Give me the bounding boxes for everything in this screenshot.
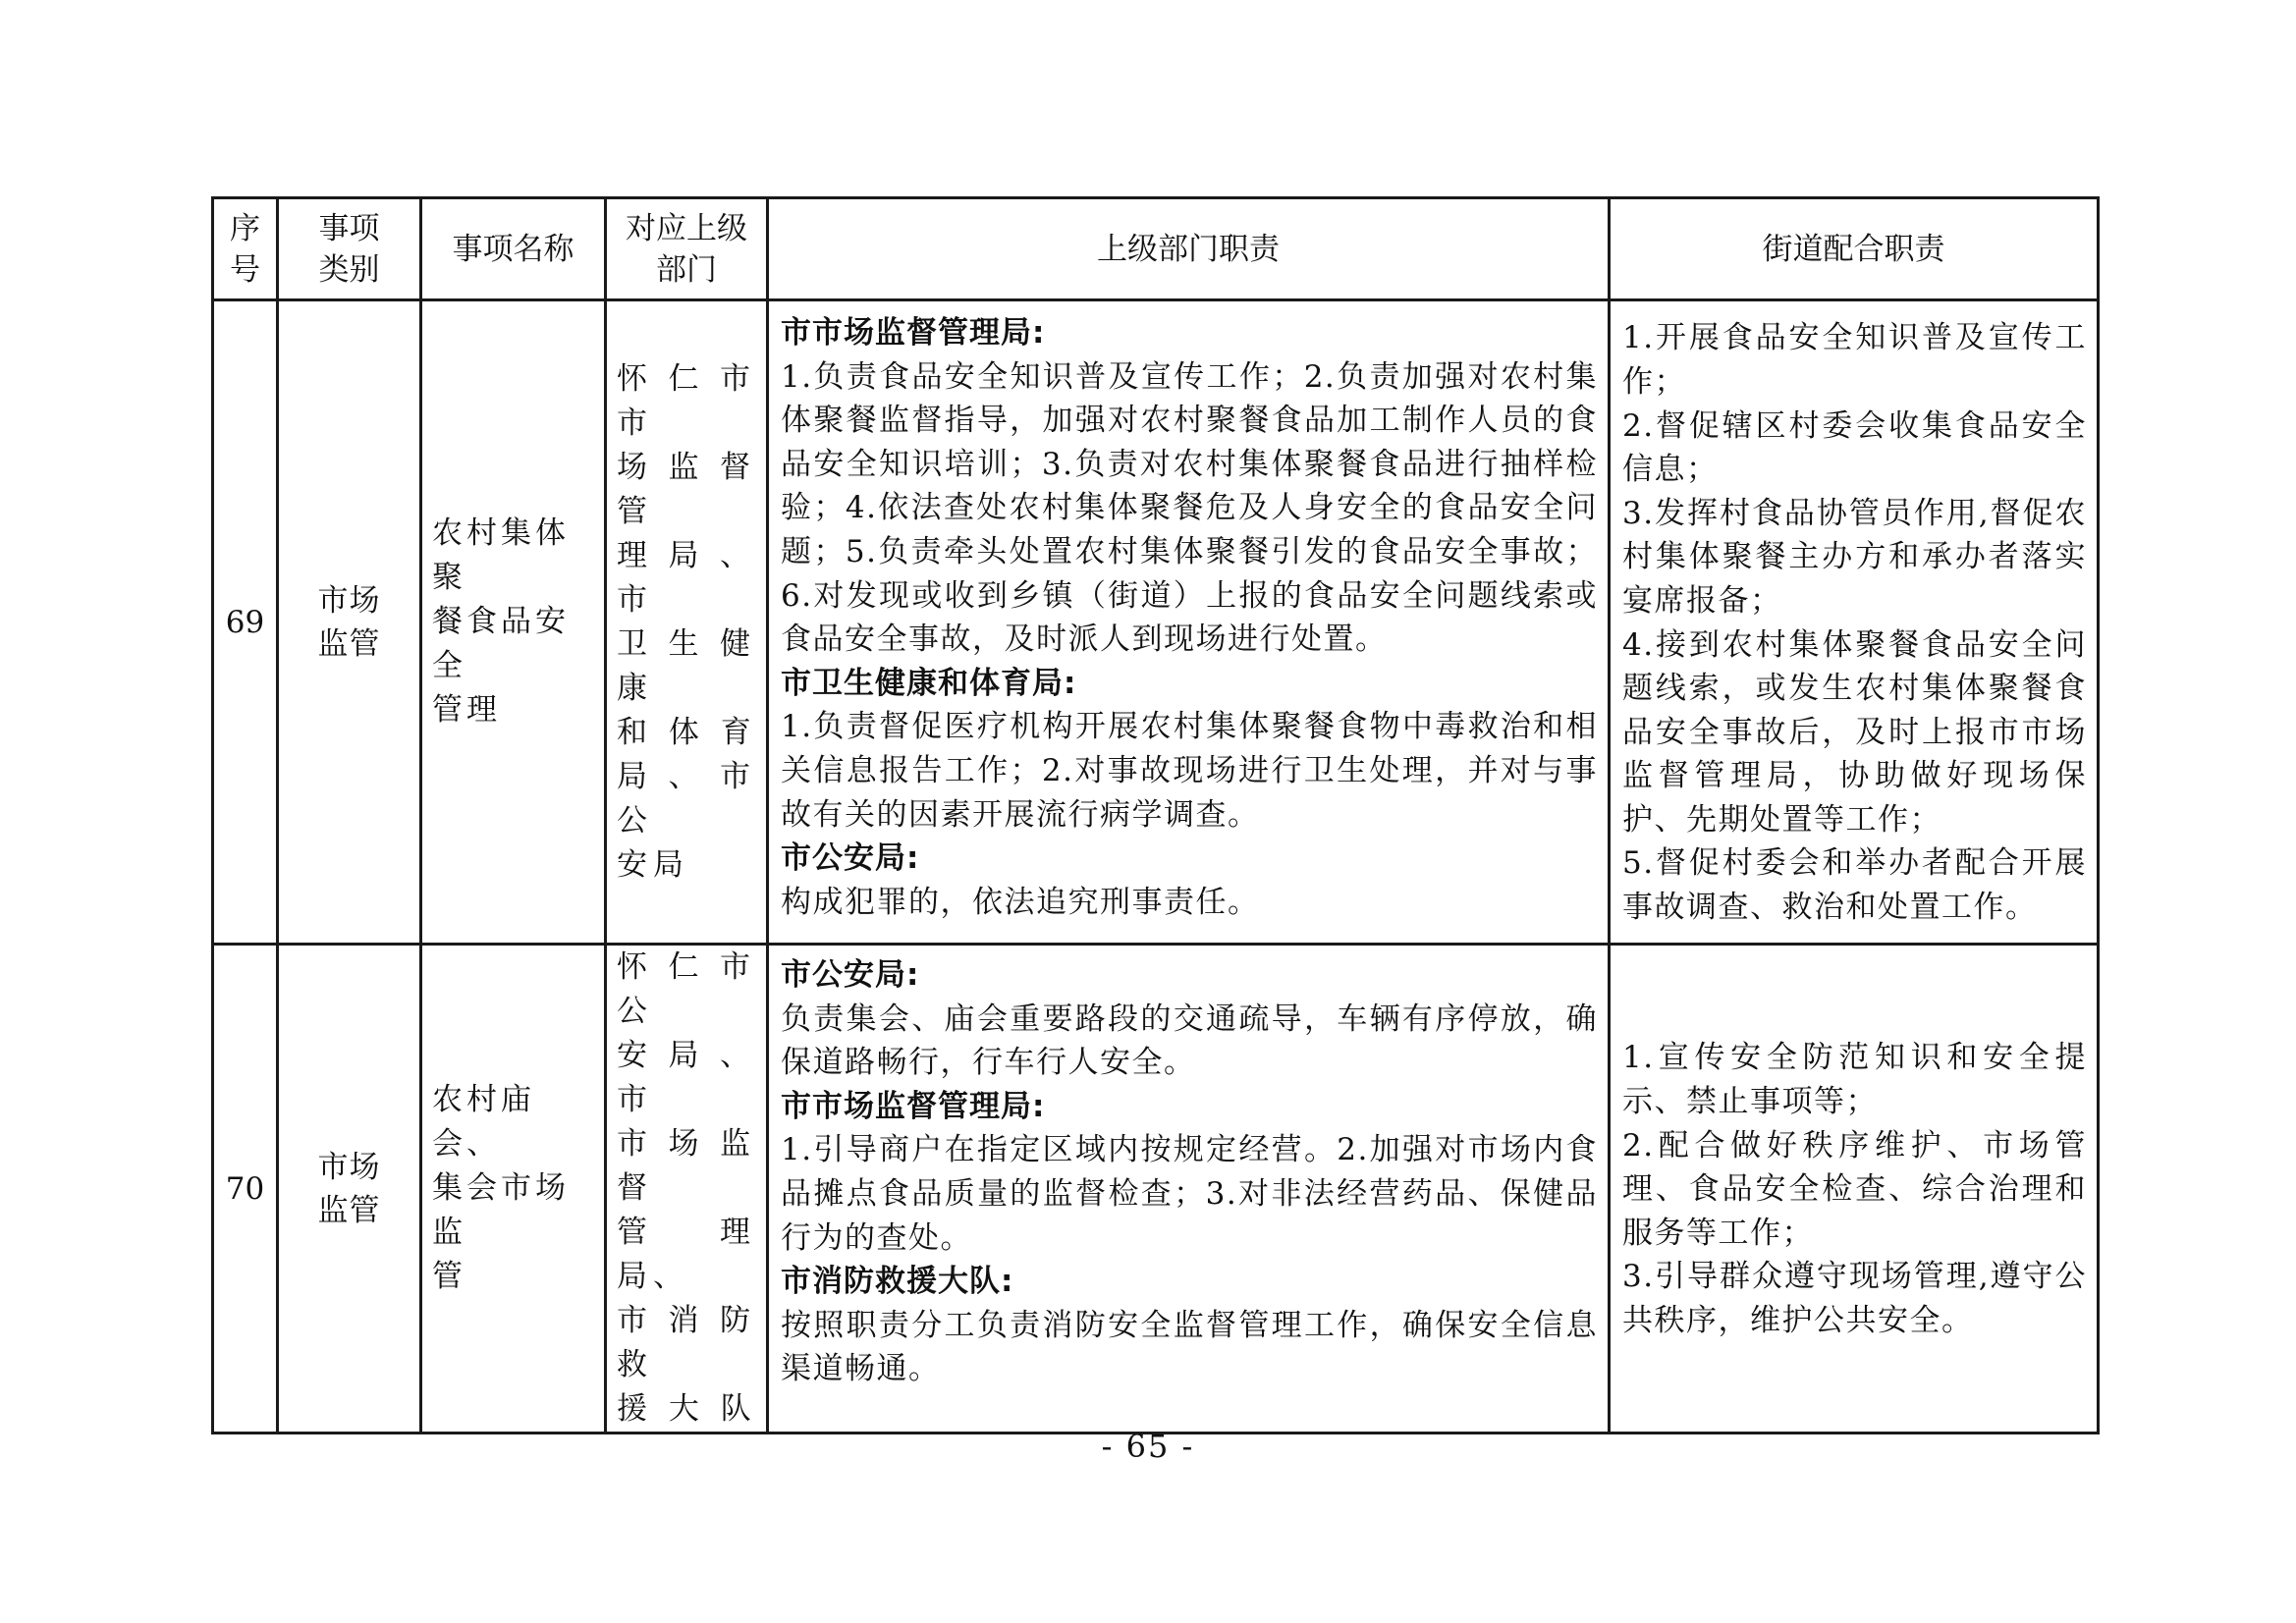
row-upper-dept-line: 市消防救 bbox=[617, 1303, 756, 1382]
header-street-duty: 街道配合职责 bbox=[1610, 198, 2099, 300]
row-upper-dept-line: 理局、市 bbox=[617, 537, 756, 618]
row-upper-dept-line: 管理局、 bbox=[617, 1215, 756, 1294]
row-upper-duty bbox=[768, 300, 1610, 945]
row-category bbox=[278, 945, 421, 1434]
row-category bbox=[278, 300, 421, 945]
row-upper-dept bbox=[606, 300, 768, 945]
row-item-name-line: 农村集体聚 bbox=[432, 515, 570, 595]
duty-text: 按照职责分工负责消防安全监督管理工作，确保安全信息渠道畅通。 bbox=[781, 1307, 1598, 1387]
header-category-line: 事项 bbox=[318, 210, 380, 246]
row-category-line: 监管 bbox=[317, 625, 381, 662]
street-duty-item: 2.配合做好秩序维护、市场管理、食品安全检查、综合治理和服务等工作； bbox=[1622, 1127, 2087, 1251]
street-duty-item: 5.督促村委会和举办者配合开展事故调查、救治和处置工作。 bbox=[1622, 845, 2087, 926]
street-duty-item: 4.接到农村集体聚餐食品安全问题线索，或发生农村集体聚餐食品安全事故后，及时上报市市场监督管理局，协助做好现场保护、先期处置等工作； bbox=[1622, 626, 2087, 838]
header-upper-duty: 上级部门职责 bbox=[768, 198, 1610, 300]
row-upper-dept-line: 市场监督 bbox=[617, 1126, 756, 1206]
table-row bbox=[213, 300, 2099, 945]
row-seq: 69 bbox=[213, 300, 278, 945]
duty-text: 1.负责督促医疗机构开展农村集体聚餐食物中毒救治和相关信息报告工作；2.对事故现场进行卫生处理，并对与事故有关的因素开展流行病学调查。 bbox=[781, 709, 1598, 833]
header-upper-dept-line: 部门 bbox=[656, 251, 717, 288]
header-category-line: 类别 bbox=[318, 251, 380, 288]
row-upper-dept-line: 和 体 育 bbox=[617, 714, 757, 750]
duty-dept-title: 市消防救援大队: bbox=[781, 1264, 1014, 1300]
duty-dept-title: 市卫生健康和体育局: bbox=[781, 665, 1077, 701]
row-item-name-line: 集会市场监 bbox=[432, 1170, 570, 1250]
row-item-name-line: 餐食品安全 bbox=[432, 604, 570, 683]
street-duty-item: 1.开展食品安全知识普及宣传工作； bbox=[1622, 320, 2087, 400]
duty-text: 1.负责食品安全知识普及宣传工作；2.负责加强对农村集体聚餐监督指导，加强对农村聚餐食品加工制作人员的食品安全知识培训；3.负责对农村集体聚餐食品进行抽样检验；4.依法查处农村集体聚餐危及人身安全的食品安全问题；5.负责牵头处置农村集体聚餐引发的食品安全事故；6.对发现或收到乡镇（街道）上报的食品安全问题线索或食品安全事故，及时派人到现场进行处置。 bbox=[781, 358, 1598, 658]
row-upper-dept-line: 安局、市 bbox=[617, 1038, 756, 1117]
table-header-row bbox=[213, 198, 2099, 300]
row-upper-dept-line: 卫生健康 bbox=[617, 625, 756, 706]
row-upper-dept bbox=[606, 945, 768, 1434]
row-upper-dept-line: 怀仁市市 bbox=[617, 360, 756, 441]
row-upper-dept-line: 局、市公 bbox=[617, 758, 756, 839]
duty-dept-title: 市市场监督管理局: bbox=[781, 1088, 1046, 1124]
duty-dept-title: 市公安局: bbox=[781, 957, 920, 993]
row-category-line: 市场 bbox=[317, 582, 381, 619]
row-upper-dept-line: 场监督管 bbox=[617, 449, 756, 529]
row-item-name-line: 管理 bbox=[432, 692, 501, 728]
row-street-duty bbox=[1610, 945, 2099, 1434]
row-street-duty bbox=[1610, 300, 2099, 945]
row-item-name bbox=[421, 300, 606, 945]
street-duty-item: 2.督促辖区村委会收集食品安全信息； bbox=[1622, 407, 2087, 488]
header-seq bbox=[213, 198, 278, 300]
row-category-line: 市场 bbox=[317, 1149, 381, 1185]
responsibility-table bbox=[211, 196, 2100, 1434]
duty-text: 构成犯罪的，依法追究刑事责任。 bbox=[781, 884, 1260, 920]
street-duty-item: 3.引导群众遵守现场管理,遵守公共秩序，维护公共安全。 bbox=[1622, 1259, 2087, 1338]
header-seq-line: 序 bbox=[230, 210, 260, 246]
header-upper-dept-line: 对应上级 bbox=[626, 210, 747, 246]
row-upper-dept-line: 安局 bbox=[617, 846, 689, 883]
row-item-name bbox=[421, 945, 606, 1434]
street-duty-item: 3.发挥村食品协管员作用,督促农村集体聚餐主办方和承办者落实宴席报备； bbox=[1622, 495, 2087, 619]
header-upper-dept bbox=[606, 198, 768, 300]
row-upper-dept-line: 援 大 队 bbox=[617, 1391, 757, 1427]
row-seq: 70 bbox=[213, 945, 278, 1434]
row-item-name-line: 管 bbox=[432, 1259, 466, 1294]
duty-text: 1.引导商户在指定区域内按规定经营。2.加强对市场内食品摊点食品质量的监督检查；3.对非法经营药品、保健品行为的查处。 bbox=[781, 1132, 1598, 1256]
duty-dept-title: 市公安局: bbox=[781, 840, 920, 877]
header-category bbox=[278, 198, 421, 300]
row-category-line: 监管 bbox=[317, 1192, 381, 1228]
duty-dept-title: 市市场监督管理局: bbox=[781, 315, 1046, 351]
street-duty-item: 1.宣传安全防范知识和安全提示、禁止事项等； bbox=[1622, 1040, 2087, 1120]
page-number: - 65 - bbox=[1101, 1428, 1195, 1465]
row-upper-dept-line: 怀仁市公 bbox=[617, 949, 756, 1029]
header-name: 事项名称 bbox=[421, 198, 606, 300]
row-item-name-line: 农村庙会、 bbox=[432, 1082, 535, 1162]
table-row bbox=[213, 945, 2099, 1434]
duty-text: 负责集会、庙会重要路段的交通疏导，车辆有序停放，确保道路畅行，行车行人安全。 bbox=[781, 1001, 1598, 1081]
header-seq-line: 号 bbox=[230, 251, 260, 288]
row-upper-duty bbox=[768, 945, 1610, 1434]
